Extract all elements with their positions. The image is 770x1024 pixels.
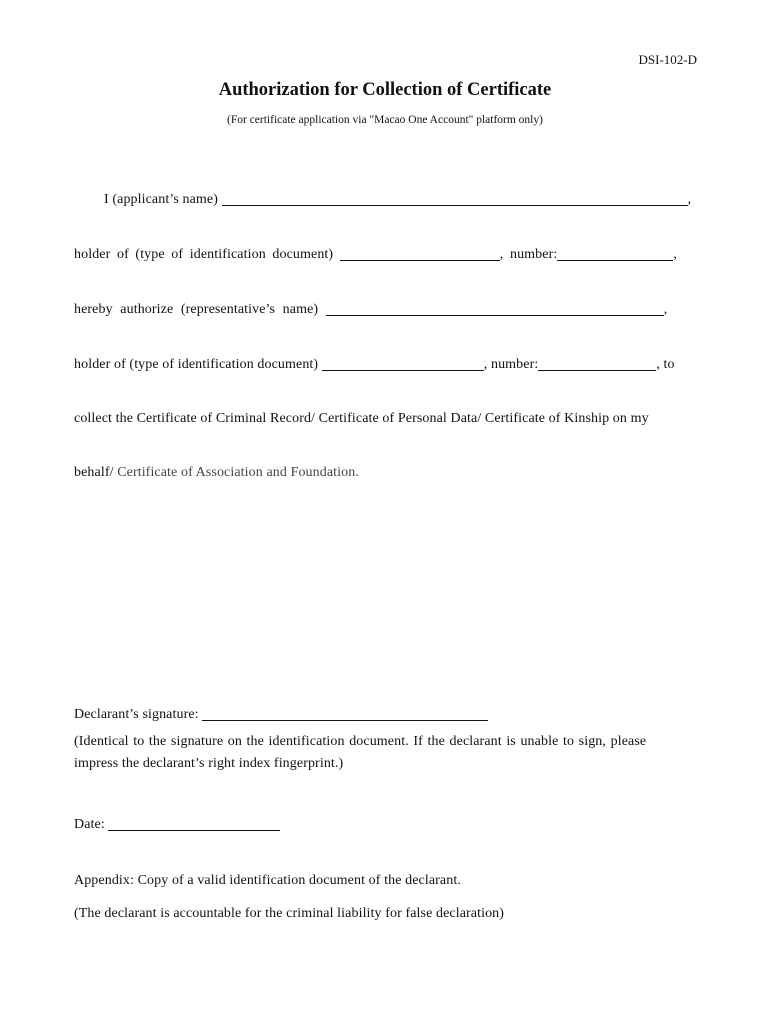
applicant-name-label: I (applicant’s name) (104, 192, 218, 207)
representative-id-suffix: , to (656, 357, 675, 372)
liability-note: (The declarant is accountable for the criminal liability for false declaration) (74, 906, 505, 921)
representative-name-suffix: , (663, 302, 668, 317)
signature-note-line-2: impress the declarant’s right index fingerprint.) (74, 756, 344, 771)
representative-id-number-label: , number: (483, 357, 539, 372)
signature-label: Declarant’s signature: (74, 707, 199, 722)
document-subtitle: (For certificate application via "Macao One Account" platform only) (227, 114, 543, 126)
association-certificate-text: Certificate of Association and Foundation. (117, 465, 359, 480)
behalf-text: behalf/ (74, 465, 114, 480)
representative-id-number-field[interactable] (538, 356, 656, 371)
representative-id-row (74, 356, 675, 373)
certificate-types-line-2 (74, 465, 359, 481)
date-row (74, 816, 280, 833)
certificate-types-line: collect the Certificate of Criminal Record/ Certificate of Personal Data/ Certificate of Kinship on my (74, 411, 649, 426)
appendix-text: Appendix: Copy of a valid identification document of the declarant. (74, 873, 461, 888)
signature-note-line-1: (Identical to the signature on the identification document. If the declarant is unable to sign, please (74, 734, 647, 749)
applicant-id-number-field[interactable] (557, 246, 673, 261)
signature-row (74, 706, 488, 723)
applicant-id-type-field[interactable] (340, 246, 500, 261)
applicant-name-suffix: , (687, 192, 692, 207)
representative-id-type-label: holder of (type of identification document) (74, 357, 319, 372)
applicant-name-row (104, 191, 691, 208)
representative-name-row (74, 301, 667, 318)
applicant-id-row (74, 246, 677, 263)
representative-name-field[interactable] (326, 301, 664, 316)
document-title: Authorization for Collection of Certificate (218, 80, 552, 100)
date-field[interactable] (108, 816, 280, 831)
signature-field[interactable] (202, 706, 488, 721)
applicant-id-type-label: holder of (type of identification document) (74, 247, 334, 262)
applicant-name-field[interactable] (222, 191, 688, 206)
date-label: Date: (74, 817, 105, 832)
form-code: DSI-102-D (638, 52, 697, 67)
representative-id-type-field[interactable] (322, 356, 484, 371)
applicant-id-suffix: , (673, 247, 677, 262)
applicant-id-number-label: , number: (499, 247, 558, 262)
representative-name-label: hereby authorize (representative’s name) (74, 302, 319, 317)
